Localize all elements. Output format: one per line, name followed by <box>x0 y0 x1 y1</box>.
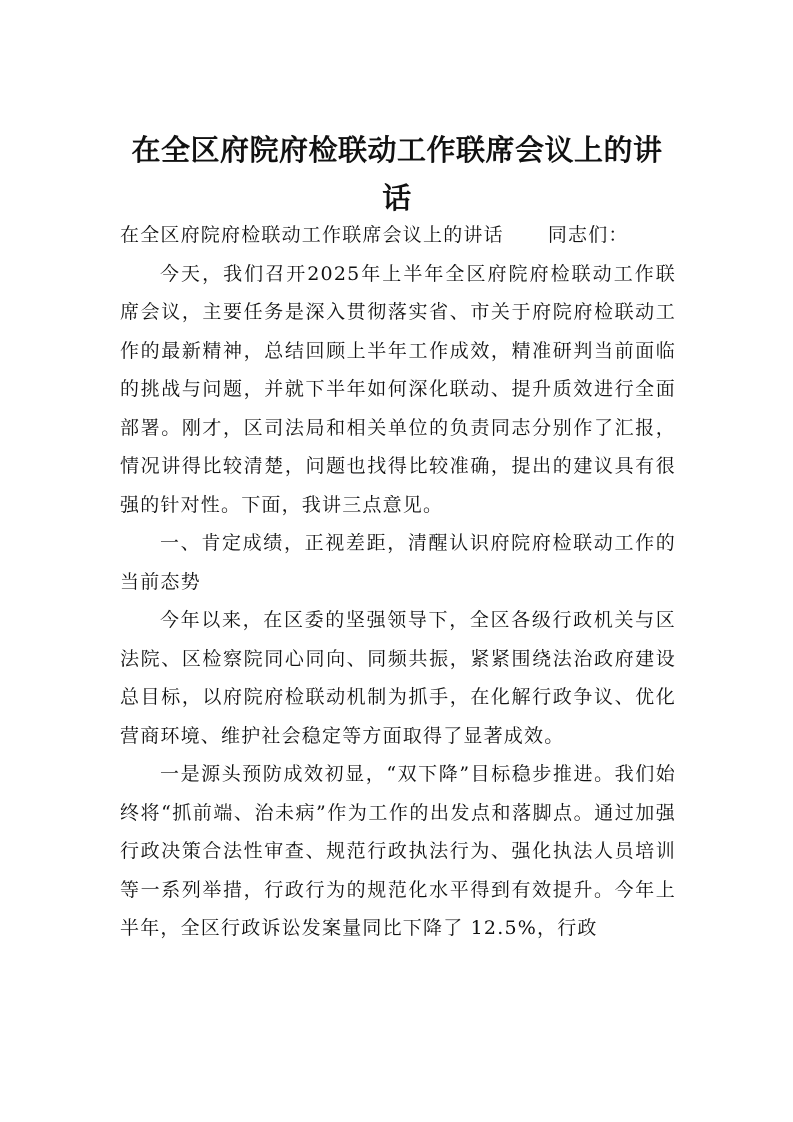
document-title: 在全区府院府检联动工作联席会议上的讲话 <box>131 133 663 215</box>
paragraph-point-one: 一是源头预防成效初显，“双下降”目标稳步推进。我们始终将“抓前端、治未病”作为工作的出发点和落脚点。通过加强行政决策合法性审查、规范行政执法行为、强化执法人员培训等一系列举措，行政行为的规范化水平得到有效提升。今年上半年，全区行政诉讼发案量同比下降了 12.5%，行政 <box>120 763 676 939</box>
paragraph-achievements: 今年以来，在区委的坚强领导下，全区各级行政机关与区法院、区检察院同心同向、同频共振，紧紧围绕法治政府建设总目标，以府院府检联动机制为抓手，在化解行政争议、优化营商环境、维护社会稳定等方面取得了显著成效。 <box>120 609 676 747</box>
intro-heading-text: 在全区府院府检联动工作联席会议上的讲话 <box>120 224 504 246</box>
intro-line <box>120 216 676 255</box>
paragraph-opening: 今天，我们召开2025年上半年全区府院府检联动工作联席会议，主要任务是深入贯彻落实省、市关于府院府检联动工作的最新精神，总结回顾上半年工作成效，精准研判当前面临的挑战与问题，并就下半年如何深化联动、提升质效进行全面部署。刚才，区司法局和相关单位的负责同志分别作了汇报，情况讲得比较清楚，问题也找得比较准确，提出的建议具有很强的针对性。下面，我讲三点意见。 <box>120 262 676 516</box>
document-body <box>120 216 676 948</box>
section-heading-1: 一、肯定成绩，正视差距，清醒认识府院府检联动工作的当前态势 <box>120 532 676 593</box>
salutation: 同志们： <box>547 224 629 246</box>
